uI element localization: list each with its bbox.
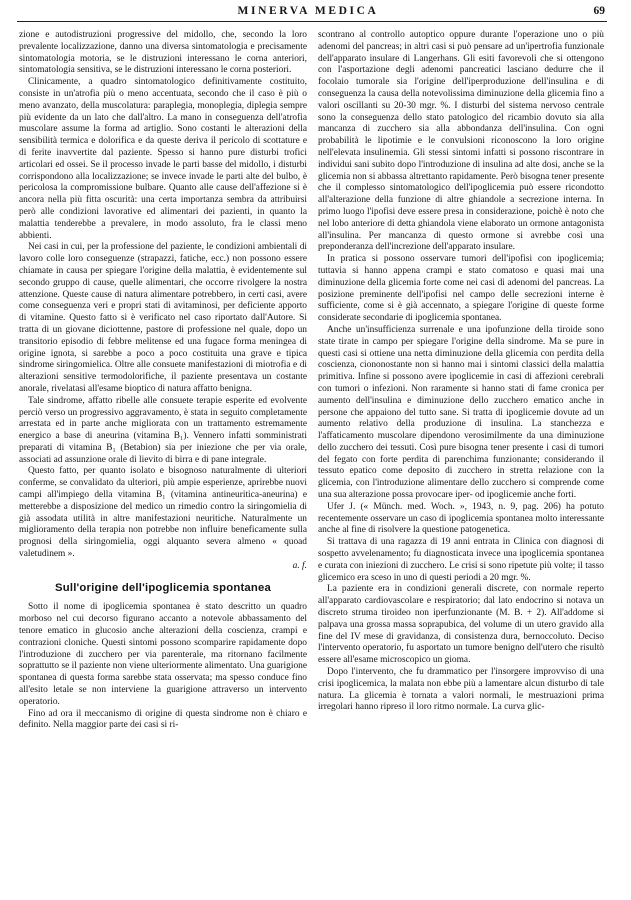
paragraph: Fino ad ora il meccanismo di origine di questa sindrome non è chiaro e definito. Nella maggior parte dei casi si ri- [19,708,307,731]
page-number: 69 [593,5,605,17]
paragraph: scontrano al controllo autoptico oppure durante l'operazione uno o più adenomi del pancreas; in altri casi si può pensare ad un'ipertrofia funzionale dell'apparato insulare di Langerhans. Gli esiti favorevoli che si ottengono con l'asportazione degli adenomi pancreatici lasciano dedurre che il focolaio tumorale sia l'origine dell'iperproduzione dell'insulina e di conseguenza la causa della notevolissima diminuzione della glicemia fino a valori oscillanti su 20-30 mgr. %. I disturbi del sistema nervoso centrale sono la conseguenza dello stato patologico del ricambio dovuto sia alla mancanza di zucchero sia alla abbondanza dell'insulina. Con ogni probabilità le lipotimie e le convulsioni riconoscono la loro origine nell'elevata insulinemia. Gli stessi sintomi infatti si possono riscontrare in individui sani subito dopo l'introduzione di insulina ad alte dosi, anche se la glicemia non si abbassa altrettanto rapidamente. Però bisogna tener presente che il complesso sintomatologico dell'ipoglicemia può essere ricondotto all'alterazione della funzione di altre ghiandole a secrezione interna. In primo luogo l'ipofisi deve essere presa in considerazione, poichè è noto che nel lobo anteriore di detta ghiandola viene elaborato un ormone antagonista all'insulina. Per mancanza di questo ormone si avrebbe così una preponderanza dell'increzione dell'apparato insulare. [318,30,604,253]
paragraph: Clinicamente, a quadro sintomatologico definitivamente costituito, consiste in un'atrofia più o meno accentuata, secondo che il caso è più o meno avanzato, della muscolatura: paraplegia, monoplegia, diplegia sempre più evidente da un lato che dall'altro. La mano in conseguenza dell'atrofia muscolare assume la forma ad artiglio. Sono costanti le alterazioni della sensibilità termica e dolorifica e da queste deriva il pericolo di scottature e di ferite inavvertite dal paziente. Spesso si hanno pure disturbi trofici articolari ed ossei. Se il processo invade le parti basse del midollo, i disturbi corrispondono alla localizzazione; se invece invade le parti alte del bulbo, è pericolosa la compromissione bulbare. Quanto alle cause dell'affezione si è ancora nella più fitta oscurità: una certa importanza sembra da attribuirsi però alle condizioni lavorative ed alimentari dei pazienti, in quanto la malattia tenderebbe a prevalere, in modo assoluto, fra le classi meno abbienti. [19,77,307,241]
paragraph: Tale sindrome, affatto ribelle alle consuete terapie esperite ed evolvente perciò verso un progressivo aggravamento, è stata in seguito completamente arrestata ed in parte anche migliorata con un trattamento estremamente energico a base di aneurina (vitamina B₁). Vennero infatti somministrati preparati di vitamina B₁ (Betabion) sia per iniezione che per via orale, associati ad assunzione orale di lievito di birra e di pane integrale. [19,395,307,465]
paragraph: Anche un'insufficienza surrenale e una ipofunzione della tiroide sono state tirate in campo per spiegare l'origine della sindrome. Ma se pure in questi casi si ottiene una netta diminuzione della glicemia con perdita della coscienza, ciononostante non si hanno mai i sintomi classici della malattia primitiva. Infine si possono avere ipoglicemie in casi di affezioni cerebrali con tumori o infezioni. Non raramente si hanno stati di fame cronica per aumento dell'insulina e diminuzione dello zucchero ematico anche in persone che appaiono del tutto sane. Si tratta di ipoglicemie dovute ad un aumento relativo della produzione di insulina. La stanchezza e l'affaticamento muscolare dipendono verosimilmente da una diminuzione dello zucchero dei tessuti. Così pure bisogna tener presente i casi di tumori del fegato con forte perdita di parenchima funzionante; considerando il tessuto epatico come deposito di zucchero in stretta relazione con la glicemia, con l'introduzione alimentare dello zucchero si comprende come una sua alterazione possa provocare iper- od ipoglicemie anche forti. [318,324,604,501]
paragraph: Ufer J. (« Münch. med. Woch. », 1943, n. 9, pag. 206) ha potuto recentemente osservare un caso di ipoglicemia spontanea molto interessante anche al fine di risolvere la questione patogenetica. [318,501,604,536]
right-column [318,30,604,898]
author-signature: a. f. [292,560,307,571]
left-column [19,30,307,898]
paragraph: zione e autodistruzioni progressive del midollo, che, secondo la loro prevalente localizzazione, danno una diversa sintomatologia e precisamente sintomatologia motoria, se le distruzioni interessano le corna anteriori, sintomatologia sensitiva, se le distruzioni interessano le corna posteriori. [19,30,307,76]
paragraph: Sotto il nome di ipoglicemia spontanea è stato descritto un quadro morboso nel cui decorso figurano accanto a notevole abbassamento del tenore ematico in glucosio anche alterazioni della coscienza, crampi e contrazioni cloniche. Questi sintomi possono scomparire rapidamente dopo l'introduzione di zucchero per via parenterale, ma ritornano facilmente soprattutto se il paziente non viene ulteriormente alimentato. Una guarigione spontanea di questa forma sarebbe stata osservata; ma spesso conduce fino all'esito letale se non interviene la guarigione attraverso un intervento operatorio. [19,602,307,707]
paragraph: Nei casi in cui, per la professione del paziente, le condizioni ambientali di lavoro colle loro conseguenze (strapazzi, fatiche, ecc.) non possono essere chiamate in causa per spiegare l'origine della malattia, è evidentemente sul secondo gruppo di cause, quelle alimentari, che occorre rivolgere la nostra attenzione. Queste cause di natura alimentare potrebbero, in certi casi, avere come conseguenza veri e propri stati di avitaminosi, per deficiente apporto di vitamine. Questo fatto si è verificato nel caso riportato dall'Autore. Si tratta di un giovane diciottenne, pastore di professione nel quale, dopo un transitorio episodio di febbre melitense ed una fugace forma meningea di origine ignota, si sarebbe a poco a poco costituita una grave e tipica sindrome siringomielica. Oltre alle consuete manifestazioni di miotrofia e di alterazioni sensitive termodolorifiche, il paziente presentava un costante anorale, rivelatasi all'esame bioptico di natura affatto benigna. [19,242,307,394]
paragraph: La paziente era in condizioni generali discrete, con normale reperto all'apparato cardiovascolare e respiratorio; dal lato endocrino si notava un discreto struma tiroideo non iperfunzionante (M. B. + 2). All'addome si palpava una grossa massa soprapubica, del volume di un utero gravido alla fine del IV mese di gravidanza, di consistenza dura, bernoccoluto. Deciso l'intervento operatorio, fu asportato un tumore benigno dell'utero che risultò essere all'esame microscopico un gioma. [318,584,604,666]
header-rule [17,21,607,22]
paragraph: Si trattava di una ragazza di 19 anni entrata in Clinica con diagnosi di sospetto avvelenamento; fu diagnosticata invece una ipoglicemia spontanea e curata con iniezioni di zucchero. Le crisi si sono ripetute più volte; il tasso glicemico era sceso in uno di questi periodi a 20 mgr. %. [318,537,604,583]
paragraph: Dopo l'intervento, che fu drammatico per l'insorgere improvviso di una crisi ipoglicemica, la malata non ebbe più a lamentare alcun disturbo di tale natura. La glicemia è tornata a valori normali, le mestruazioni prima irregolari hanno ripreso il loro ritmo normale. La curva glic- [318,667,604,713]
paragraph: Questo fatto, per quanto isolato e bisognoso naturalmente di ulteriori conferme, se convalidato da ulteriori, più ampie esperienze, aprirebbe nuovi campi all'impiego della vitamina B₁ (vitamina antineuritica-aneurina) e metterebbe a disposizione del medico un rimedio contro la siringomielia di già assodata utilità in altre manifestazioni neuritiche. Naturalmente un miglioramento della terapia non potrebbe non influire beneficamente sulla prognosi della siringomielia, oggi alquanto severa almeno « quoad valetudinem ». [19,466,307,560]
running-header [17,0,605,27]
paragraph: In pratica si possono osservare tumori dell'ipofisi con ipoglicemia; tuttavia si hanno appena crampi e stato comatoso e quasi mai una diminuzione della glicemia forte come nei casi di adenomi del pancreas. La posizione preminente dell'ipofisi nel campo delle secrezioni interne è sufficiente, come si è già accennato, a spiegare l'origine di queste forme considerate secondarie di ipoglicemia spontanea. [318,254,604,324]
journal-title: MINERVA MEDICA [237,5,379,17]
section-heading: Sull'origine dell'ipoglicemia spontanea [55,581,271,594]
